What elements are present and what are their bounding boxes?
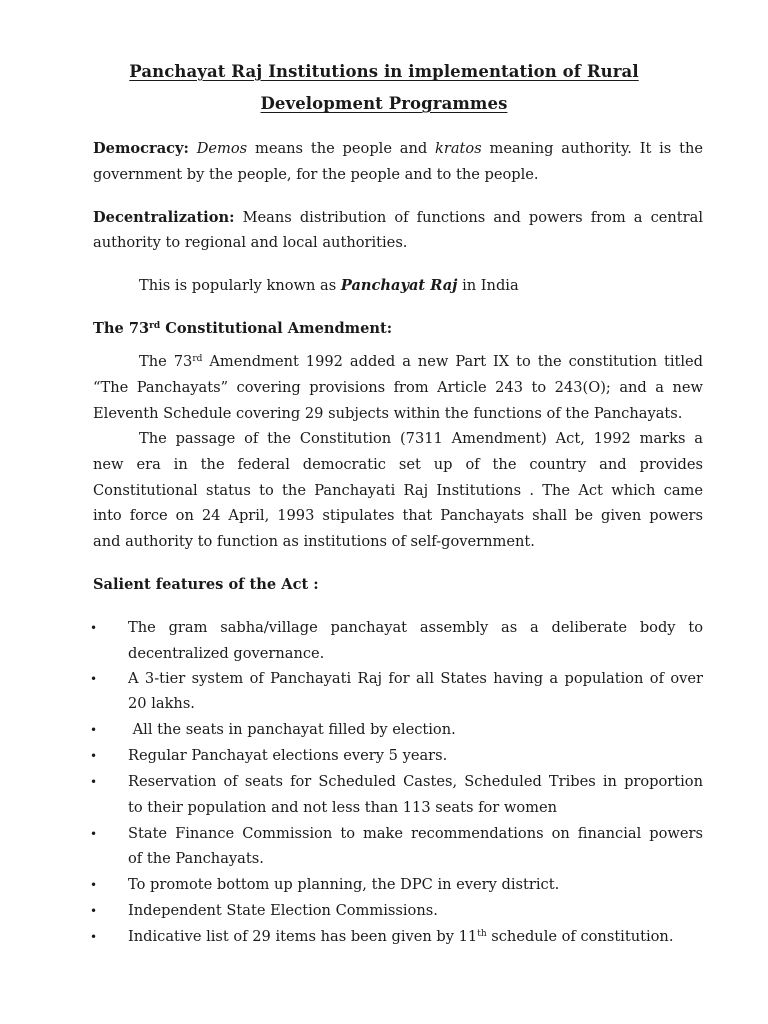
amendment-p1-line-2: “The Panchayats” covering provisions from Article 243 to 243(O); and a new xyxy=(93,379,703,396)
decentralization-line-2: authority to regional and local authorities. xyxy=(93,234,408,251)
bullet-icon: • xyxy=(90,723,98,737)
democracy-text-1: means the people and xyxy=(247,140,436,157)
amendment-p1-line-1 xyxy=(139,353,703,371)
bullet-icon: • xyxy=(90,904,98,918)
democracy-term: Democracy: xyxy=(93,140,189,157)
bullet-icon: • xyxy=(90,878,98,892)
democracy-line-2: government by the people, for the people and to the people. xyxy=(93,166,539,183)
amendment-heading xyxy=(93,320,703,338)
list-item: A 3-tier system of Panchayati Raj for all States having a population of over xyxy=(128,670,703,687)
list-item: Reservation of seats for Scheduled Castes, Scheduled Tribes in proportion xyxy=(128,773,703,790)
item-pre: Indicative list of 29 items has been given by 11 xyxy=(128,928,478,945)
bullet-icon: • xyxy=(90,775,98,789)
amendment-p1-line-3: Eleventh Schedule covering 29 subjects within the functions of the Panchayats. xyxy=(93,405,683,422)
list-item-cont: decentralized governance. xyxy=(128,645,325,662)
known-post: in India xyxy=(457,277,519,294)
bullet-icon: • xyxy=(90,672,98,686)
decentralization-text: Means distribution of functions and powers from a central xyxy=(234,209,703,226)
p1-pre: The 73 xyxy=(139,353,193,370)
heading-post: Constitutional Amendment: xyxy=(160,320,393,337)
amendment-p2-line-5: and authority to function as institutions of self-government. xyxy=(93,533,535,550)
democracy-line-1 xyxy=(93,140,703,158)
list-item-cont: 20 lakhs. xyxy=(128,695,195,712)
p1-sup: rd xyxy=(192,354,203,364)
amendment-p2-line-2: new era in the federal democratic set up of the country and provides xyxy=(93,456,703,473)
item-sup: th xyxy=(477,929,487,939)
list-item: Regular Panchayat elections every 5 years. xyxy=(128,747,448,764)
list-item: The gram sabha/village panchayat assembly as a deliberate body to xyxy=(128,619,703,636)
panchayat-raj-emphasis: Panchayat Raj xyxy=(340,277,458,294)
list-item xyxy=(128,928,703,946)
bullet-icon: • xyxy=(90,827,98,841)
salient-heading: Salient features of the Act : xyxy=(93,576,319,593)
amendment-p2-line-4: into force on 24 April, 1993 stipulates that Panchayats shall be given powers xyxy=(93,507,703,524)
amendment-p2-line-3: Constitutional status to the Panchayati Raj Institutions . The Act which came xyxy=(93,482,703,499)
bullet-icon: • xyxy=(90,749,98,763)
heading-pre: The 73 xyxy=(93,320,150,337)
list-item: State Finance Commission to make recommendations on financial powers xyxy=(128,825,703,842)
demos-word: Demos xyxy=(196,140,248,157)
democracy-text-2: meaning authority. It is the xyxy=(481,140,704,157)
bullet-icon: • xyxy=(90,930,98,944)
known-pre: This is popularly known as xyxy=(139,277,341,294)
list-item: To promote bottom up planning, the DPC in every district. xyxy=(128,876,560,893)
list-item: Independent State Election Commissions. xyxy=(128,902,438,919)
title-line-1: Panchayat Raj Institutions in implementation of Rural xyxy=(129,62,639,81)
kratos-word: kratos xyxy=(435,140,482,157)
list-item: All the seats in panchayat filled by election. xyxy=(128,721,456,738)
heading-sup: rd xyxy=(149,321,161,331)
item-post: schedule of constitution. xyxy=(486,928,674,945)
decentralization-term: Decentralization: xyxy=(93,209,235,226)
amendment-p2-line-1: The passage of the Constitution (7311 Amendment) Act, 1992 marks a xyxy=(139,430,703,447)
decentralization-line-1 xyxy=(93,209,703,227)
panchayat-raj-known xyxy=(139,277,703,295)
title-line-2: Development Programmes xyxy=(260,94,508,113)
list-item-cont: to their population and not less than 113 seats for women xyxy=(128,799,558,816)
list-item-cont: of the Panchayats. xyxy=(128,850,264,867)
bullet-icon: • xyxy=(90,621,98,635)
p1-post: Amendment 1992 added a new Part IX to the constitution titled xyxy=(202,353,703,370)
